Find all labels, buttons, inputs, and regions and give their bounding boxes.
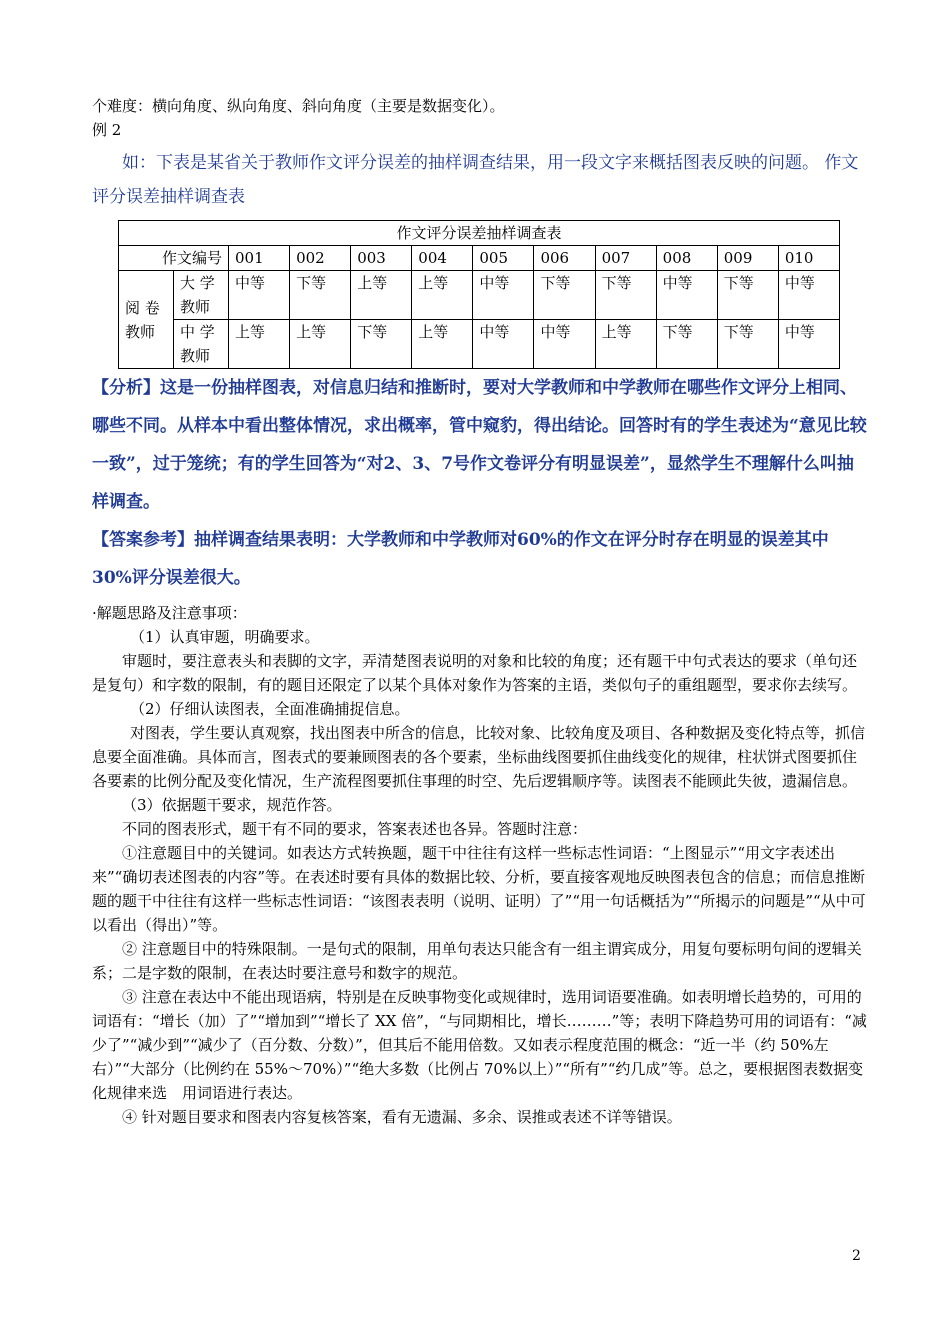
col-number: 001 [229, 246, 290, 271]
header-label: 作文编号 [119, 246, 229, 271]
table-row [119, 271, 840, 320]
table-cell: 中等 [473, 271, 534, 320]
col-number: 009 [717, 246, 778, 271]
col-number: 003 [351, 246, 412, 271]
table-cell: 中等 [473, 320, 534, 369]
document-page [92, 94, 870, 1129]
table-cell: 上等 [290, 320, 351, 369]
table-cell: 中等 [778, 271, 839, 320]
body-paragraphs [92, 625, 870, 1129]
table-cell: 上等 [229, 320, 290, 369]
col-number: 007 [595, 246, 656, 271]
body-paragraph: （3）依据题干要求，规范作答。 [122, 796, 342, 814]
table-row [119, 320, 840, 369]
table-cell: 下等 [534, 271, 595, 320]
analysis-paragraph: 【分析】这是一份抽样图表，对信息归结和推断时，要对大学教师和中学教师在哪些作文评分上相同、哪些不同。从样本中看出整体情况，求出概率，管中窥豹，得出结论。回答时有的学生表述为“意见比较一致”，过于笼统；有的学生回答为“对2、3、7号作文卷评分有明显误差”，显然学生不理解什么叫抽样调查。 [92, 378, 867, 512]
table-cell: 中等 [534, 320, 595, 369]
body-paragraph: ①注意题目中的关键词。如表达方式转换题，题干中往往有这样一些标志性词语：“上图显示”“用文字表述出来”“确切表述图表的内容”等。在表述时要有具体的数据比较、分析，要直接客观地反映图表包含的信息；而信息推断题的题干中往往有这样一些标志性词语：“该图表表明（说明、证明）了”“用一句话概括为”“所揭示的问题是”“从中可以看出（得出）”等。 [92, 844, 866, 934]
table-cell: 上等 [351, 271, 412, 320]
group-label: 阅 卷 教师 [119, 271, 174, 369]
row-label: 中 学 教师 [174, 320, 229, 369]
col-number: 005 [473, 246, 534, 271]
score-table [118, 220, 840, 369]
col-number: 002 [290, 246, 351, 271]
table-cell: 下等 [717, 320, 778, 369]
body-paragraph: 不同的图表形式，题干有不同的要求，答案表述也各异。答题时注意： [122, 820, 588, 838]
body-paragraph: ④ 针对题目要求和图表内容复核答案，看有无遗漏、多余、误推或表述不详等错误。 [122, 1108, 682, 1126]
table-cell: 中等 [778, 320, 839, 369]
table-cell: 下等 [290, 271, 351, 320]
body-paragraph: （2）仔细认读图表，全面准确捕捉信息。 [130, 700, 410, 718]
table-cell: 上等 [412, 271, 473, 320]
body-paragraph: （1）认真审题，明确要求。 [130, 628, 320, 646]
body-paragraph: 对图表，学生要认真观察，找出图表中所含的信息，比较对象、比较角度及项目、各种数据及变化特点等，抓信息要全面准确。具体而言，图表式的要兼顾图表的各个要素，坐标曲线图要抓住曲线变化的规律，柱状饼式图要抓住各要素的比例分配及变化情况，生产流程图要抓住事理的时空、先后逻辑顺序等。读图表不能顾此失彼，遗漏信息。 [92, 724, 866, 790]
col-number: 010 [778, 246, 839, 271]
table-cell: 下等 [717, 271, 778, 320]
col-number: 004 [412, 246, 473, 271]
table-cell: 上等 [412, 320, 473, 369]
body-paragraph: 审题时，要注意表头和表脚的文字，弄清楚图表说明的对象和比较的角度；还有题干中句式表达的要求（单句还是复句）和字数的限制，有的题目还限定了以某个具体对象作为答案的主语，类似句子的重组题型，要求你去续写。 [92, 652, 858, 694]
section-title: ·解题思路及注意事项： [92, 604, 247, 622]
table-cell: 下等 [656, 320, 717, 369]
top-line: 个难度：横向角度、纵向角度、斜向角度（主要是数据变化）。 [92, 97, 505, 115]
table-cell: 上等 [595, 320, 656, 369]
table-cell: 中等 [229, 271, 290, 320]
body-paragraph: ② 注意题目中的特殊限制。一是句式的限制，用单句表达只能含有一组主谓宾成分，用复句要标明句间的逻辑关系；二是字数的限制，在表达时要注意号和数字的规范。 [92, 940, 862, 982]
page-number: 2 [852, 1248, 861, 1264]
table-cell: 下等 [351, 320, 412, 369]
table-cell: 中等 [656, 271, 717, 320]
col-number: 006 [534, 246, 595, 271]
col-number: 008 [656, 246, 717, 271]
table-cell: 下等 [595, 271, 656, 320]
answer-paragraph: 【答案参考】抽样调查结果表明：大学教师和中学教师对60%的作文在评分时存在明显的误差其中 30%评分误差很大。 [92, 530, 829, 588]
table-caption: 作文评分误差抽样调查表 [119, 221, 840, 246]
row-label: 大 学 教师 [174, 271, 229, 320]
example-question: 如：下表是某省关于教师作文评分误差的抽样调查结果，用一段文字来概括图表反映的问题。 作文评分误差抽样调查表 [92, 153, 859, 207]
body-paragraph: ③ 注意在表达中不能出现语病，特别是在反映事物变化或规律时，选用词语要准确。如表明增长趋势的，可用的词语有：“增长（加）了”“增加到”“增长了 XX 倍”，“与同期相比，增长………”等；表明下降趋势可用的词语有：“减少了”“减少到”“减少了（百分数、分数）”，但其后不能用倍数。又如表示程度范围的概念：“近一半（约 50%左右）”“大部分（比例约在 55%～70%）”“绝大多数（比例占 70%以上）”“所有”“约几成”等。总之，要根据图表数据变化规律来选 用词语进行表达。 [92, 988, 867, 1102]
example-label: 例 2 [92, 121, 122, 139]
table-header-row [119, 246, 840, 271]
